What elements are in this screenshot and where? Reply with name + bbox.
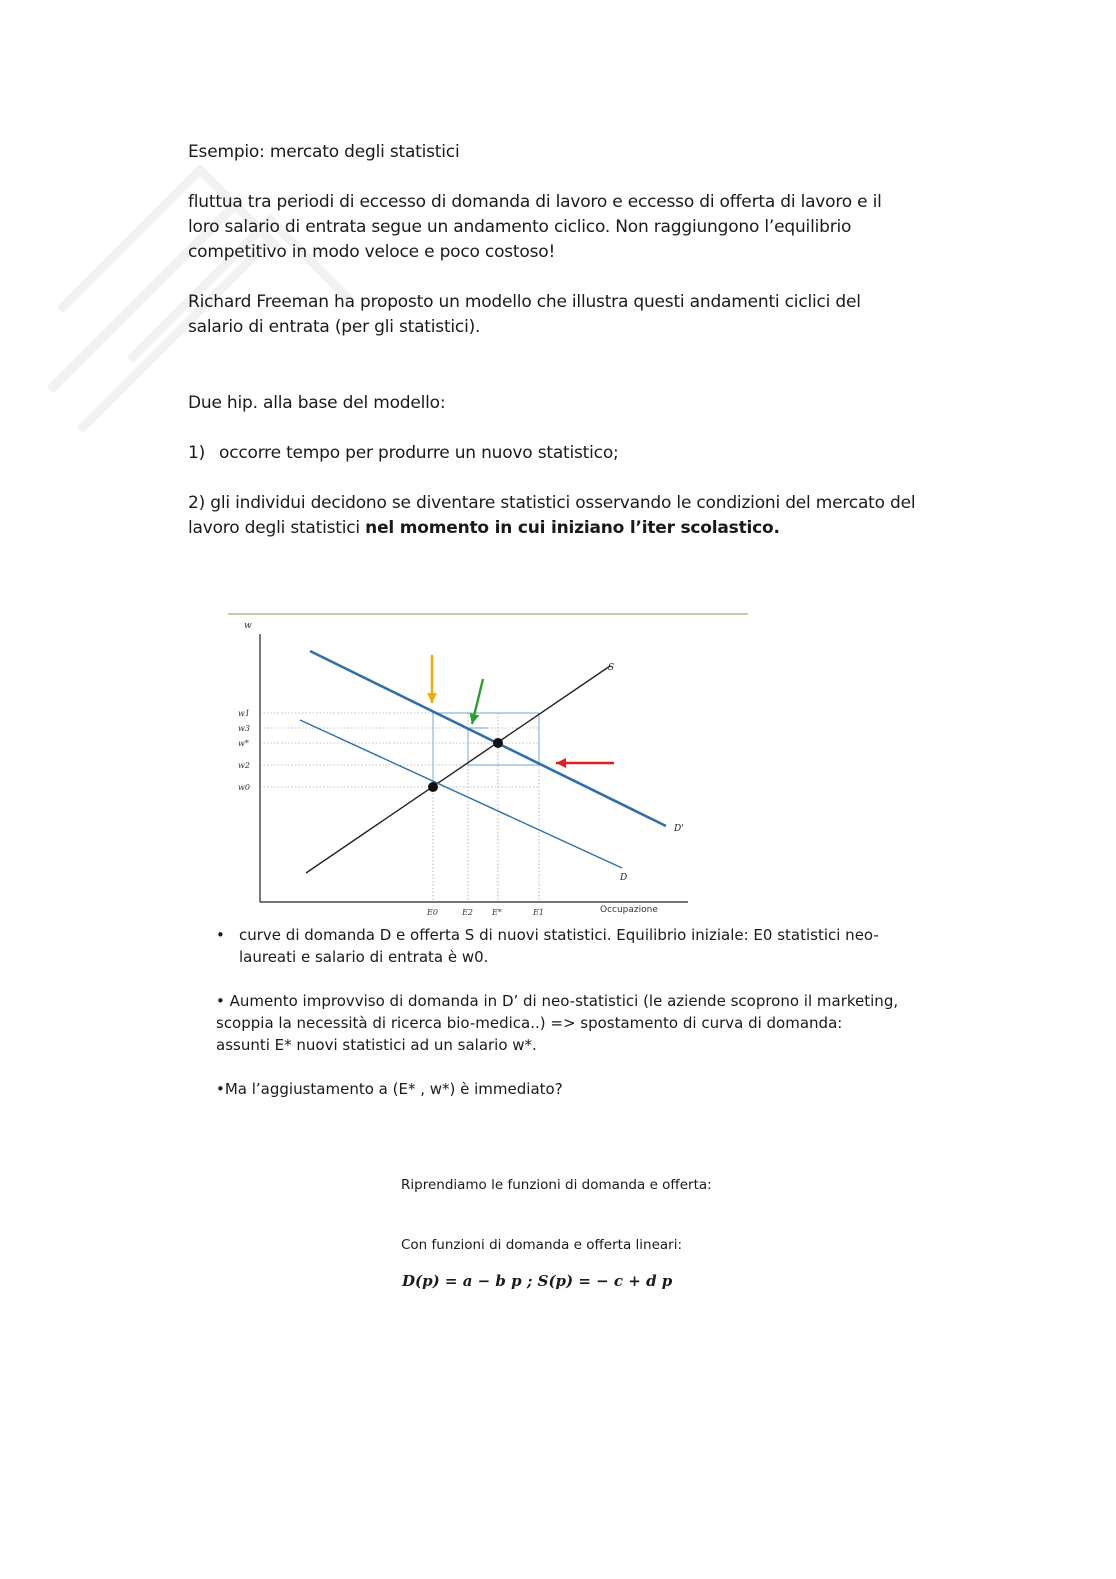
curve-Dprime: [310, 651, 666, 826]
x-tick-E2: E2: [462, 908, 473, 917]
green-arrow-head: [470, 713, 480, 724]
watermark-logo: [20, 60, 380, 480]
y-tick-w0: w0: [238, 783, 250, 792]
curve-label-D: D: [620, 873, 628, 883]
curve-label-S: S: [608, 663, 615, 673]
x-axis-label: Occupazione: [600, 905, 658, 915]
x-tick-E1: E1: [533, 908, 544, 917]
para2-line1: Richard Freeman ha proposto un modello che illustra questi andamenti ciclici del: [188, 292, 861, 312]
hypothesis-2-bold: nel momento in cui iniziano l’iter scolastico.: [365, 518, 780, 538]
linear-functions-formula: D(p) = a − b p ; S(p) = − c + d p: [402, 1272, 673, 1290]
labor-market-chart: [218, 600, 758, 930]
bullet-2-line1: • Aumento improvviso di domanda in D’ di neo-statistici (le aziende scoprono il marketing,: [216, 992, 899, 1010]
bullet-3: •Ma l’aggiustamento a (E* , w*) è immediato?: [216, 1080, 563, 1098]
hypothesis-2-line1: 2) gli individui decidono se diventare statistici osservando le condizioni del mercato del: [188, 493, 916, 513]
red-arrow-head: [556, 758, 566, 768]
hypotheses-intro: Due hip. alla base del modello:: [188, 393, 446, 413]
yellow-arrow-head: [427, 693, 437, 703]
y-tick-w*: w*: [238, 739, 249, 748]
bullet-2-line3: assunti E* nuovi statistici ad un salario w*.: [216, 1036, 537, 1054]
curve-label-Dprime: D': [674, 824, 684, 834]
hypothesis-2-line2: [188, 516, 780, 541]
hypothesis-1-text: occorre tempo per produrre un nuovo statistico;: [219, 443, 619, 463]
equilibrium-new-point: [493, 738, 503, 748]
recap-linear-functions: Con funzioni di domanda e offerta lineari:: [401, 1237, 683, 1253]
hypothesis-1-number: 1): [188, 443, 206, 463]
equilibrium-initial-point: [428, 782, 438, 792]
para1-line2: loro salario di entrata segue un andamento ciclico. Non raggiungono l’equilibrio: [188, 217, 852, 237]
y-tick-w3: w3: [238, 724, 250, 733]
bullet-1-line2: laureati e salario di entrata è w0.: [239, 948, 489, 966]
y-tick-w2: w2: [238, 761, 250, 770]
bullet-1-line1: curve di domanda D e offerta S di nuovi statistici. Equilibrio iniziale: E0 statistici neo-: [239, 926, 879, 944]
recap-demand-supply: Riprendiamo le funzioni di domanda e offerta:: [401, 1177, 712, 1193]
hypothesis-2-plain: lavoro degli statistici: [188, 518, 366, 538]
para2-line2: salario di entrata (per gli statistici).: [188, 317, 481, 337]
bullet-1-marker: •: [216, 926, 225, 944]
curve-D: [300, 720, 622, 868]
para1-line1: fluttua tra periodi di eccesso di domanda di lavoro e eccesso di offerta di lavoro e il: [188, 192, 882, 212]
x-tick-E0: E0: [427, 908, 438, 917]
para1-line3: competitivo in modo veloce e poco costoso!: [188, 242, 556, 262]
y-axis-label: w: [244, 621, 252, 631]
heading: Esempio: mercato degli statistici: [188, 142, 460, 162]
y-tick-w1: w1: [238, 709, 250, 718]
bullet-2-line2: scoppia la necessità di ricerca bio-medica..) => spostamento di curva di domanda:: [216, 1014, 843, 1032]
x-tick-E*: E*: [492, 908, 502, 917]
